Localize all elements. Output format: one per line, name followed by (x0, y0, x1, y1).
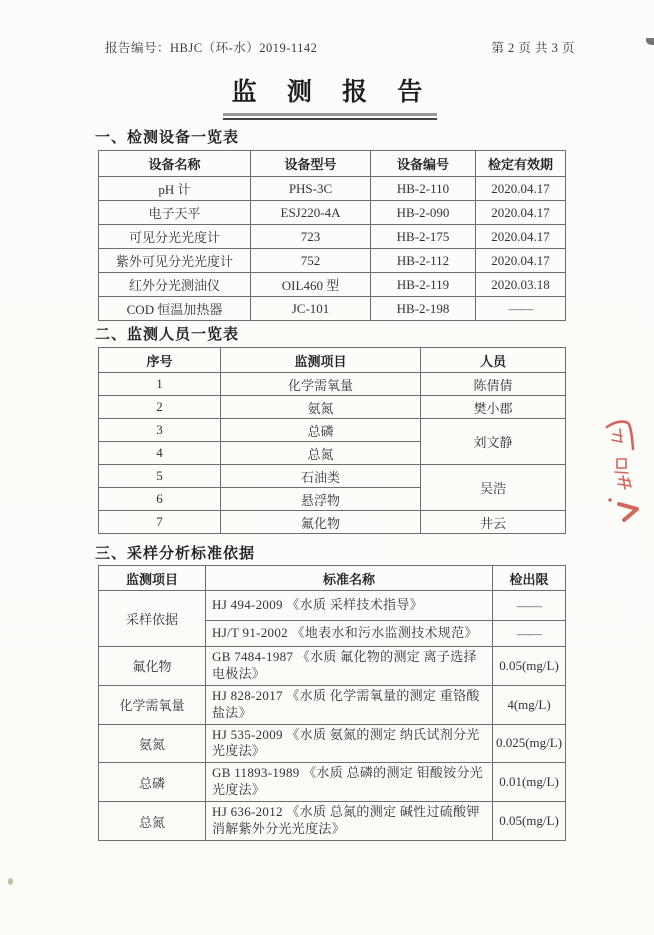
cell-standard: HJ/T 91-2002 《地表水和污水监测技术规范》 (206, 621, 493, 647)
section-heading-standards: 三、采样分析标准依据 (95, 546, 256, 562)
scan-artifact-dot (8, 878, 13, 885)
section-heading-personnel: 二、监测人员一览表 (95, 327, 240, 343)
cell-device-no: HB-2-112 (371, 249, 476, 273)
personnel-table (98, 347, 566, 534)
cell-device-name: 电子天平 (99, 201, 251, 225)
cell-device-model: OIL460 型 (251, 273, 371, 297)
cell-device-name: pH 计 (99, 177, 251, 201)
report-number: 报告编号：HBJC（环-水）2019-1142 (105, 41, 318, 55)
title-underline (223, 113, 437, 120)
table-row (99, 201, 566, 225)
cell-seq: 2 (99, 396, 221, 419)
cell-seq: 5 (99, 465, 221, 488)
cell-limit: 0.025(mg/L) (493, 724, 566, 763)
cell-person-merged: 刘文静 (421, 419, 566, 465)
cell-device-name: 可见分光光度计 (99, 225, 251, 249)
cell-standard: HJ 636-2012 《水质 总氮的测定 碱性过硫酸钾消解紫外分光光度法》 (206, 802, 493, 841)
table-row (99, 419, 566, 442)
table-row (99, 465, 566, 488)
table-row (99, 396, 566, 419)
table-row (99, 511, 566, 534)
cell-item: 总氮 (221, 442, 421, 465)
equipment-header-row (99, 151, 566, 177)
cell-limit: —— (493, 621, 566, 647)
cell-seq: 7 (99, 511, 221, 534)
cell-device-no: HB-2-198 (371, 297, 476, 321)
cell-device-no: HB-2-110 (371, 177, 476, 201)
cell-limit: 0.05(mg/L) (493, 802, 566, 841)
cell-standard: GB 11893-1989 《水质 总磷的测定 钼酸铵分光光度法》 (206, 763, 493, 802)
cell-item: 氟化物 (99, 647, 206, 686)
cell-item-merged: 采样依据 (99, 591, 206, 647)
cell-item: 化学需氧量 (99, 685, 206, 724)
col-header-standard: 标准名称 (206, 566, 493, 591)
cell-valid-date: —— (476, 297, 566, 321)
cell-device-no: HB-2-119 (371, 273, 476, 297)
table-row (99, 297, 566, 321)
scan-artifact-corner (646, 38, 654, 45)
cell-standard: HJ 494-2009 《水质 采样技术指导》 (206, 591, 493, 621)
cell-item: 氟化物 (221, 511, 421, 534)
cell-item: 总磷 (99, 763, 206, 802)
col-header-valid-date: 检定有效期 (476, 151, 566, 177)
col-header-device-no: 设备编号 (371, 151, 476, 177)
cell-valid-date: 2020.04.17 (476, 177, 566, 201)
section-heading-equipment: 一、检测设备一览表 (95, 130, 240, 146)
standards-header-row (99, 566, 566, 591)
cell-person: 樊小郡 (421, 396, 566, 419)
table-row (99, 273, 566, 297)
cell-valid-date: 2020.03.18 (476, 273, 566, 297)
cell-item: 总氮 (99, 802, 206, 841)
table-row (99, 647, 566, 686)
col-header-device-model: 设备型号 (251, 151, 371, 177)
cell-seq: 1 (99, 373, 221, 396)
cell-device-model: 752 (251, 249, 371, 273)
table-row (99, 802, 566, 841)
cell-limit: —— (493, 591, 566, 621)
cell-limit: 4(mg/L) (493, 685, 566, 724)
red-seal-fragment (594, 416, 654, 526)
cell-device-name: COD 恒温加热器 (99, 297, 251, 321)
cell-device-model: 723 (251, 225, 371, 249)
table-row (99, 177, 566, 201)
table-row (99, 225, 566, 249)
personnel-header-row (99, 348, 566, 373)
standards-table (98, 565, 566, 841)
report-page (0, 38, 654, 935)
cell-item: 氨氮 (221, 396, 421, 419)
table-row (99, 763, 566, 802)
col-header-item: 监测项目 (221, 348, 421, 373)
cell-standard: HJ 535-2009 《水质 氨氮的测定 纳氏试剂分光光度法》 (206, 724, 493, 763)
cell-person: 井云 (421, 511, 566, 534)
cell-device-no: HB-2-090 (371, 201, 476, 225)
table-row (99, 724, 566, 763)
cell-item: 氨氮 (99, 724, 206, 763)
table-row (99, 685, 566, 724)
cell-person-merged: 吴浩 (421, 465, 566, 511)
cell-item: 石油类 (221, 465, 421, 488)
col-header-seq: 序号 (99, 348, 221, 373)
cell-person: 陈倩倩 (421, 373, 566, 396)
page-title: 监 测 报 告 (231, 79, 435, 106)
table-row (99, 591, 566, 621)
cell-limit: 0.05(mg/L) (493, 647, 566, 686)
cell-valid-date: 2020.04.17 (476, 201, 566, 225)
cell-seq: 4 (99, 442, 221, 465)
table-row (99, 373, 566, 396)
cell-limit: 0.01(mg/L) (493, 763, 566, 802)
table-row (99, 249, 566, 273)
cell-item: 总磷 (221, 419, 421, 442)
cell-valid-date: 2020.04.17 (476, 225, 566, 249)
cell-standard: GB 7484-1987 《水质 氟化物的测定 离子选择电极法》 (206, 647, 493, 686)
cell-item: 化学需氧量 (221, 373, 421, 396)
cell-seq: 3 (99, 419, 221, 442)
cell-device-model: JC-101 (251, 297, 371, 321)
col-header-device-name: 设备名称 (99, 151, 251, 177)
equipment-table (98, 150, 566, 321)
col-header-person: 人员 (421, 348, 566, 373)
cell-valid-date: 2020.04.17 (476, 249, 566, 273)
cell-item: 悬浮物 (221, 488, 421, 511)
cell-device-name: 红外分光测油仪 (99, 273, 251, 297)
cell-device-model: PHS-3C (251, 177, 371, 201)
page-indicator: 第 2 页 共 3 页 (491, 41, 575, 55)
cell-device-name: 紫外可见分光光度计 (99, 249, 251, 273)
cell-device-no: HB-2-175 (371, 225, 476, 249)
page-meta (105, 38, 575, 56)
col-header-item: 监测项目 (99, 566, 206, 591)
cell-seq: 6 (99, 488, 221, 511)
col-header-limit: 检出限 (493, 566, 566, 591)
cell-standard: HJ 828-2017 《水质 化学需氧量的测定 重铬酸盐法》 (206, 685, 493, 724)
cell-device-model: ESJ220-4A (251, 201, 371, 225)
